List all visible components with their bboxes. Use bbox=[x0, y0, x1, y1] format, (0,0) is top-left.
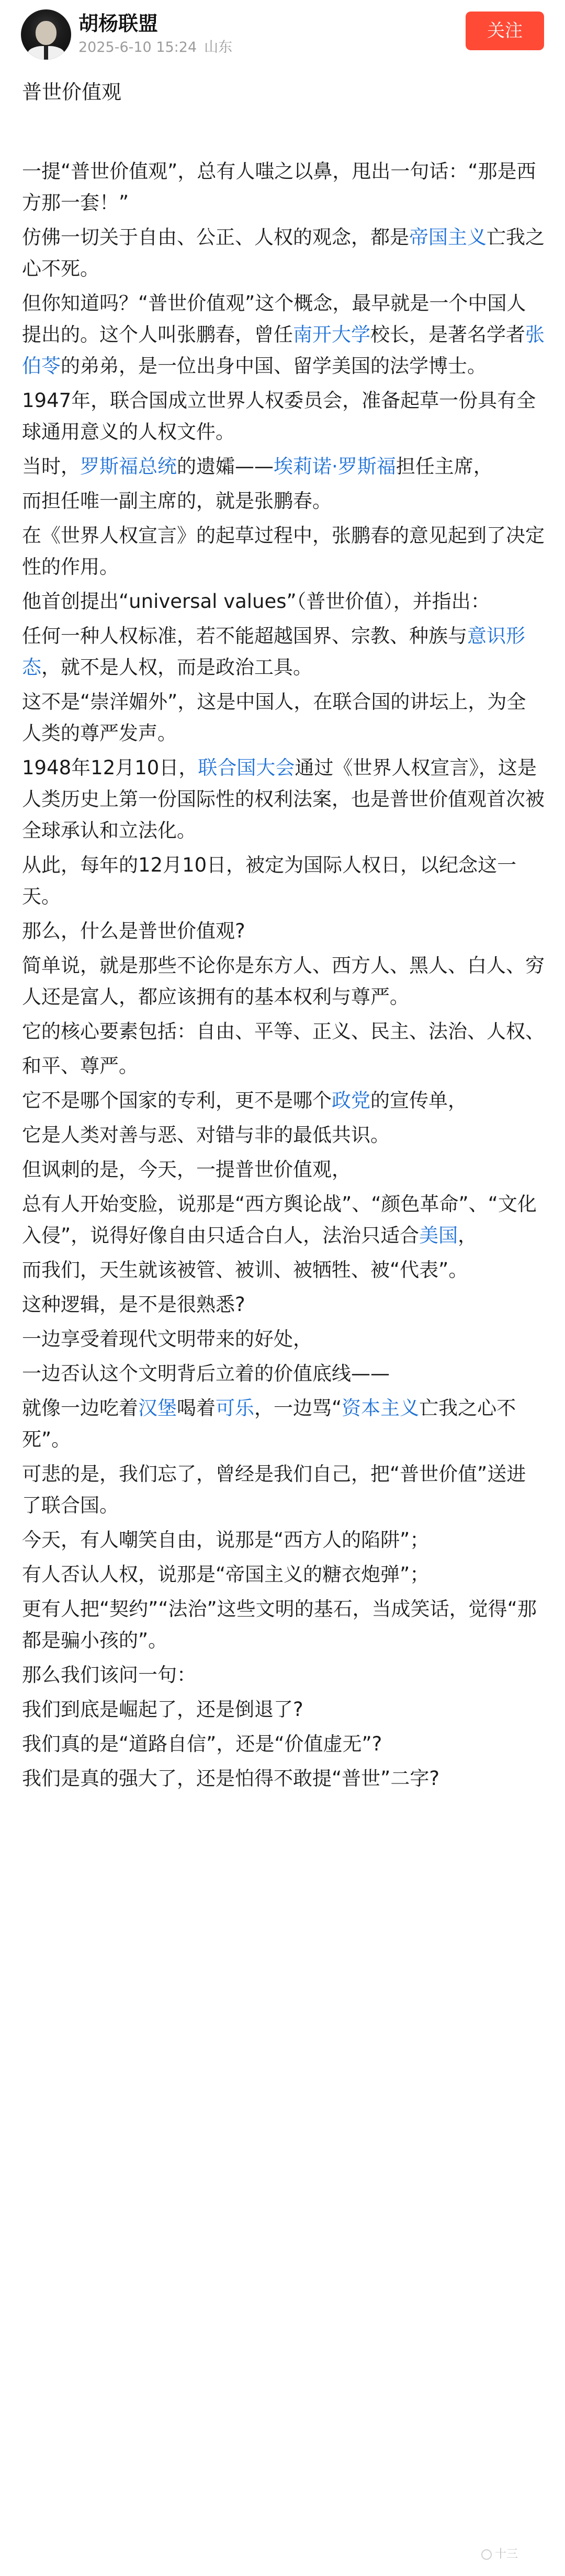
post-meta bbox=[78, 39, 232, 57]
post-body bbox=[22, 156, 545, 1794]
text-run: 我们是真的强大了，还是怕得不敢提“普世”二字? bbox=[22, 1767, 439, 1790]
author-name[interactable]: 胡杨联盟 bbox=[78, 12, 159, 35]
text-run: 1947年，联合国成立世界人权委员会，准备起草一份具有全球通用意义的人权文件。 bbox=[22, 389, 536, 443]
text-run: 总有人开始变脸，说那是“西方舆论战”、“颜色革命”、“文化入侵”，说得好像自由只适合白人，法治只适合 bbox=[22, 1193, 537, 1247]
keyword-link[interactable]: 政党 bbox=[332, 1089, 370, 1112]
body-paragraph bbox=[22, 1659, 545, 1691]
text-run: 一边享受着现代文明带来的好处， bbox=[22, 1328, 312, 1350]
keyword-link[interactable]: 南开大学 bbox=[293, 323, 370, 346]
text-run: 他首创提出“universal values”（普世价值），并指出： bbox=[22, 590, 490, 613]
keyword-link[interactable]: 联合国大会 bbox=[198, 756, 295, 779]
text-run: 而我们，天生就该被管、被训、被牺牲、被“代表”。 bbox=[22, 1259, 468, 1281]
text-run: ，就不是人权，而是政治工具。 bbox=[41, 656, 312, 679]
text-run: 今天，有人嘲笑自由，说那是“西方人的陷阱”； bbox=[22, 1529, 430, 1551]
body-paragraph bbox=[22, 451, 545, 482]
text-run: 就像一边吃着 bbox=[22, 1397, 138, 1419]
keyword-link[interactable]: 意识形态 bbox=[22, 625, 525, 679]
body-paragraph bbox=[22, 1324, 545, 1355]
body-paragraph bbox=[22, 950, 545, 1013]
text-run: 当时， bbox=[22, 455, 80, 478]
body-paragraph bbox=[22, 752, 545, 846]
body-paragraph bbox=[22, 1358, 545, 1389]
text-run: 亡我之心不死”。 bbox=[22, 1397, 516, 1451]
text-run: 和平、尊严。 bbox=[22, 1055, 138, 1077]
body-paragraph bbox=[22, 1016, 545, 1047]
text-run: 的弟弟，是一位出身中国、留学美国的法学博士。 bbox=[61, 355, 487, 377]
body-paragraph bbox=[22, 1289, 545, 1320]
body-paragraph bbox=[22, 850, 545, 912]
body-paragraph bbox=[22, 1050, 545, 1082]
body-paragraph bbox=[22, 288, 545, 382]
text-run: 担任主席， bbox=[396, 455, 493, 478]
post-title: 普世价值观 bbox=[22, 81, 122, 104]
avatar[interactable] bbox=[21, 9, 71, 60]
body-paragraph bbox=[22, 1393, 545, 1455]
body-paragraph bbox=[22, 1559, 545, 1590]
text-run: 但讽刺的是，今天，一提普世价值观， bbox=[22, 1158, 351, 1181]
keyword-link[interactable]: 埃莉诺·罗斯福 bbox=[274, 455, 396, 478]
text-run: ，一边骂“ bbox=[254, 1397, 342, 1419]
text-run: 校长，是著名学者 bbox=[370, 323, 525, 346]
keyword-link[interactable]: 张伯苓 bbox=[22, 323, 545, 377]
body-paragraph bbox=[22, 485, 545, 517]
post-header bbox=[0, 0, 565, 68]
text-run: 它的核心要素包括：自由、平等、正义、民主、法治、人权、 bbox=[22, 1020, 545, 1043]
text-run: 亡我之心不死。 bbox=[22, 226, 545, 280]
text-run: 在《世界人权宣言》的起草过程中，张鹏春的意见起到了决定性的作用。 bbox=[22, 524, 545, 578]
text-run: 从此，每年的12月10日，被定为国际人权日，以纪念这一天。 bbox=[22, 854, 517, 908]
text-run: 更有人把“契约”“法治”这些文明的基石，当成笑话，觉得“那都是骗小孩的”。 bbox=[22, 1598, 537, 1652]
text-run: 有人否认人权，说那是“帝国主义的糖衣炮弹”； bbox=[22, 1563, 430, 1586]
body-paragraph bbox=[22, 1594, 545, 1656]
body-paragraph bbox=[22, 520, 545, 583]
text-run: 这不是“崇洋媚外”，这是中国人，在联合国的讲坛上，为全人类的尊严发声。 bbox=[22, 691, 526, 744]
text-run: 任何一种人权标准，若不能超越国界、宗教、种族与 bbox=[22, 625, 467, 647]
body-paragraph bbox=[22, 1459, 545, 1521]
body-paragraph bbox=[22, 1120, 545, 1151]
text-run: 的宣传单， bbox=[370, 1089, 467, 1112]
body-paragraph bbox=[22, 1255, 545, 1286]
body-paragraph bbox=[22, 1524, 545, 1556]
keyword-link[interactable]: 资本主义 bbox=[342, 1397, 420, 1419]
body-paragraph bbox=[22, 686, 545, 749]
text-run: 1948年12月10日， bbox=[22, 756, 198, 779]
post-location: 山东 bbox=[204, 39, 233, 55]
text-run: 那么，什么是普世价值观? bbox=[22, 920, 245, 942]
follow-button[interactable]: 关注 bbox=[466, 12, 544, 50]
body-paragraph bbox=[22, 222, 545, 285]
body-paragraph bbox=[22, 1763, 545, 1794]
text-run: 那么我们该问一句： bbox=[22, 1664, 196, 1686]
keyword-link[interactable]: 可乐 bbox=[216, 1397, 254, 1419]
body-paragraph bbox=[22, 620, 545, 683]
text-run: 简单说，就是那些不论你是东方人、西方人、黑人、白人、穷人还是富人，都应该拥有的基本权利与尊严。 bbox=[22, 954, 545, 1008]
body-paragraph bbox=[22, 1694, 545, 1725]
avatar-face bbox=[36, 21, 56, 45]
body-paragraph bbox=[22, 1189, 545, 1251]
keyword-link[interactable]: 汉堡 bbox=[138, 1397, 177, 1419]
text-run: 喝着 bbox=[177, 1397, 216, 1419]
text-run: 一边否认这个文明背后立着的价值底线—— bbox=[22, 1362, 390, 1385]
body-paragraph bbox=[22, 1728, 545, 1760]
text-run: 可悲的是，我们忘了，曾经是我们自己，把“普世价值”送进了联合国。 bbox=[22, 1463, 526, 1517]
text-run: 而担任唯一副主席的，就是张鹏春。 bbox=[22, 490, 332, 512]
body-paragraph bbox=[22, 1085, 545, 1116]
keyword-link[interactable]: 罗斯福总统 bbox=[80, 455, 177, 478]
watermark bbox=[481, 2547, 518, 2562]
text-run: 但你知道吗？“普世价值观”这个概念，最早就是一个中国人提出的。这个人叫张鹏春，曾任 bbox=[22, 292, 526, 346]
watermark-text: 十三 bbox=[495, 2548, 518, 2561]
body-paragraph bbox=[22, 586, 545, 617]
post-content bbox=[22, 68, 545, 1798]
body-paragraph bbox=[22, 385, 545, 448]
text-run: ， bbox=[458, 1224, 478, 1247]
keyword-link[interactable]: 美国 bbox=[419, 1224, 458, 1247]
keyword-link[interactable]: 帝国主义 bbox=[409, 226, 487, 248]
text-run: 一提“普世价值观”，总有人嗤之以鼻，甩出一句话：“那是西方那一套！” bbox=[22, 160, 536, 214]
text-run: 我们真的是“道路自信”，还是“价值虚无”? bbox=[22, 1733, 382, 1755]
text-run: 我们到底是崛起了，还是倒退了? bbox=[22, 1698, 303, 1721]
watermark-icon bbox=[481, 2549, 492, 2560]
text-run: 它是人类对善与恶、对错与非的最低共识。 bbox=[22, 1124, 390, 1146]
body-paragraph bbox=[22, 1154, 545, 1185]
post-timestamp: 2025-6-10 15:24 bbox=[78, 39, 197, 55]
body-paragraph bbox=[22, 916, 545, 947]
body-paragraph bbox=[22, 156, 545, 219]
text-run: 它不是哪个国家的专利，更不是哪个 bbox=[22, 1089, 332, 1112]
text-run: 仿佛一切关于自由、公正、人权的观念，都是 bbox=[22, 226, 409, 248]
text-run: 这种逻辑，是不是很熟悉? bbox=[22, 1293, 245, 1316]
avatar-tie bbox=[44, 46, 48, 60]
text-run: 的遗孀—— bbox=[177, 455, 274, 478]
text-run: 通过《世界人权宣言》，这是人类历史上第一份国际性的权利法案，也是普世价值观首次被全球承认和立法化。 bbox=[22, 756, 545, 842]
